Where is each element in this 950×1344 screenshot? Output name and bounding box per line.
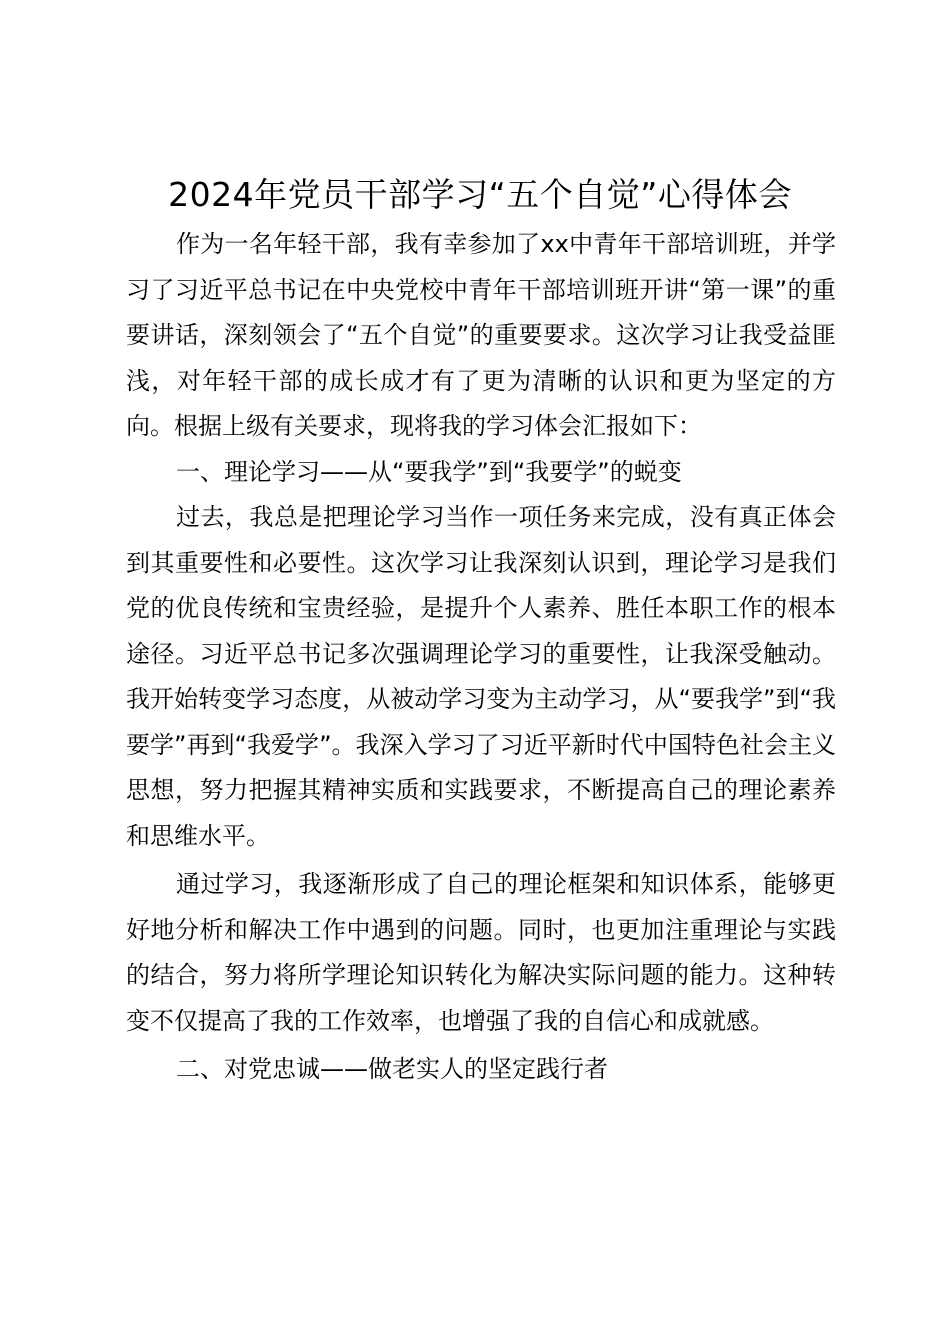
section-heading-2: 二、对党忠诚——做老实人的坚定践行者 xyxy=(176,1055,608,1083)
paragraph-intro: 作为一名年轻干部，我有幸参加了xx中青年干部培训班，并学习了习近平总书记在中央党校中青年干部培训班开讲“第一课”的重要讲话，深刻领会了“五个自觉”的重要要求。这次学习让我受益匪浅，对年轻干部的成长成才有了更为清晰的认识和更为坚定的方向。根据上级有关要求，现将我的学习体会汇报如下： xyxy=(126,230,836,440)
paragraph-theory-study: 过去，我总是把理论学习当作一项任务来完成，没有真正体会到其重要性和必要性。这次学习让我深刻认识到，理论学习是我们党的优良传统和宝贵经验，是提升个人素养、胜任本职工作的根本途径。习近平总书记多次强调理论学习的重要性，让我深受触动。我开始转变学习态度，从被动学习变为主动学习，从“要我学”到“我要学”再到“我爱学”。我深入学习了习近平新时代中国特色社会主义思想，努力把握其精神实质和实践要求，不断提高自己的理论素养和思维水平。 xyxy=(126,503,836,850)
document-body xyxy=(126,222,836,1093)
section-heading-1: 一、理论学习——从“要我学”到“我要学”的蜕变 xyxy=(176,457,682,486)
document-title: 2024年党员干部学习“五个自觉”心得体会 xyxy=(168,175,792,214)
paragraph-theory-results: 通过学习，我逐渐形成了自己的理论框架和知识体系，能够更好地分析和解决工作中遇到的问题。同时，也更加注重理论与实践的结合，努力将所学理论知识转化为解决实际问题的能力。这种转变不仅提高了我的工作效率，也增强了我的自信心和成就感。 xyxy=(126,870,836,1035)
